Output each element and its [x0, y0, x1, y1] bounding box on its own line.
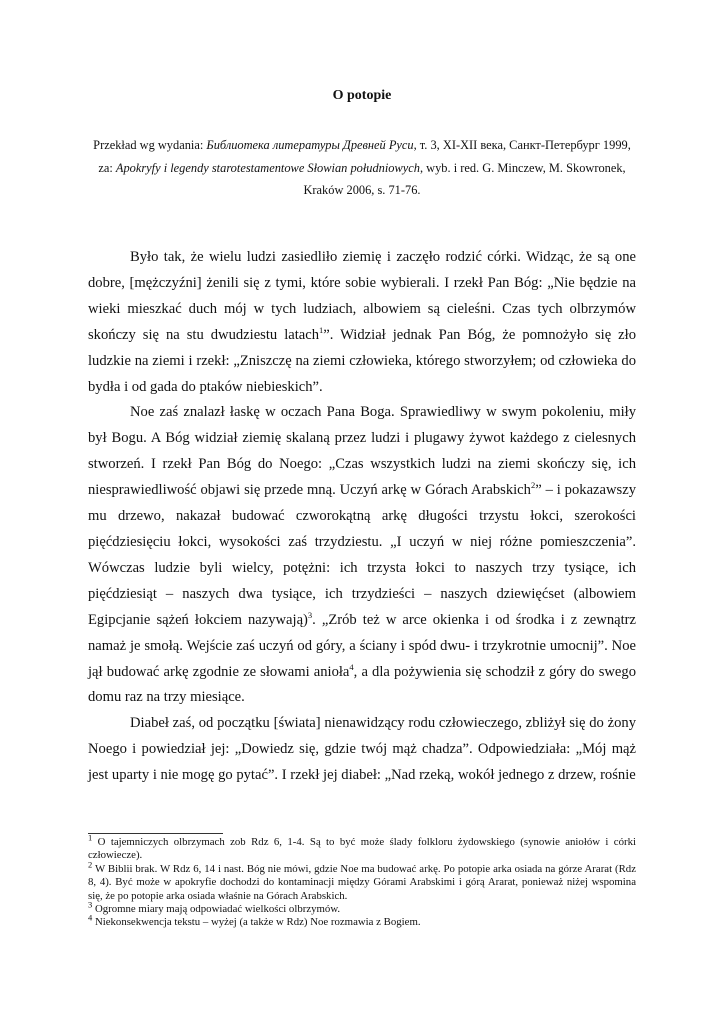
- paragraph-1-part-b: ”. Widział jednak Pan Bóg, że pomnożyło się zło ludzkie na ziemi i rzekł: „Zniszczę na ziemi człowieka, którego stworzyłem; od człowieka do bydła i od gada do ptaków niebieskich”.: [88, 326, 636, 395]
- footnote-text: O tajemniczych olbrzymach zob Rdz 6, 1-4. Są to być może ślady folkloru żydowskiego (synowie aniołów i córki człowiecze).: [88, 836, 636, 862]
- paragraph-2-part-a: Noe zaś znalazł łaskę w oczach Pana Boga. Sprawiedliwy w swym pokoleniu, miły był Bogu. A Bóg widział ziemię skalaną przez ludzi i plugawy żywot każdego z cielesnych stworzeń. I rzekł Pan Bóg do Noego: „Czas wszystkich ludzi na ziemi skończy się, ich niesprawiedliwość objawi się przede mną. Uczyń arkę w Górach Arabskich: [88, 404, 636, 499]
- footnotes: [88, 832, 636, 930]
- paragraph-2: [88, 400, 636, 711]
- paragraph-2-part-b: ” – i pokazawszy mu drzewo, nakazał budować czworokątną arkę długości trzystu łokci, szerokości pięćdziesięciu łokci, wysokości zaś trzydziestu. „I uczyń w niej różne pomieszczenia”. Wówczas ludzie byli wielcy, potężni: ich trzysta łokci to naszych trzy tysiące, ich pięćdziesiąt – naszych dwa tysiące, ich trzydzieści – naszych dziewięćset (albowiem Egipcjanie sążeń łokciem nazywają): [88, 482, 636, 628]
- source-note: [88, 134, 636, 202]
- footnote-ref-1[interactable]: 1: [319, 324, 324, 335]
- footnote-number: 4: [88, 912, 93, 923]
- footnote-text: Ogromne miary mają odpowiadać wielkości olbrzymów.: [92, 903, 341, 916]
- footnote-4: [88, 912, 636, 929]
- paragraph-1: [88, 245, 636, 400]
- footnote-ref-3[interactable]: 3: [307, 609, 313, 620]
- footnote-number: 2: [88, 859, 93, 870]
- footnote-ref-4[interactable]: 4: [349, 661, 354, 672]
- document-title: O potopie: [332, 88, 392, 103]
- footnote-number: 1: [88, 832, 93, 843]
- footnote-text: Niekonsekwencja tekstu – wyżej (a także w Rdz) Noe rozmawia z Bogiem.: [92, 916, 421, 929]
- source-text-3: , wyb. i red. G. Minczew, M. Skowronek, Kraków 2006, s. 71-76.: [303, 160, 626, 197]
- main-text: [88, 245, 636, 789]
- paragraph-2-part-d: , a dla pożywienia się schodził z góry do swego domu raz na trzy miesiące.: [88, 663, 636, 706]
- source-text-2: , т. 3, XI-XII века, Санкт-Петербург 1999, za:: [98, 138, 631, 175]
- footnote-number: 3: [88, 899, 93, 910]
- footnote-3: [88, 899, 636, 916]
- source-title-russian: Библиотека литературы Древней Руси: [206, 138, 414, 152]
- footnote-text: W Biblii brak. W Rdz 6, 14 i nast. Bóg nie mówi, gdzie Noe ma budować arkę. Po potopie arka osiada na górze Ararat (Rdz 8, 4). Być może w apokryfie dochodzi do kontaminacji między Górami Arabskimi i górą Ararat, ponieważ niżej wspomina się, że po potopie arka osiada właśnie na Górach Arabskich.: [88, 862, 636, 902]
- footnote-1: [88, 832, 636, 863]
- paragraph-1-part-a: Było tak, że wielu ludzi zasiedliło ziemię i zaczęło rodzić córki. Widząc, że są one dobre, [mężczyźni] żenili się z tymi, które sobie wybierali. I rzekł Pan Bóg: „Nie będzie na wieki mieszkać duch mój w tych ludziach, albowiem są cieleśni. Czas tych olbrzymów skończy się na stu dwudziestu latach: [88, 249, 636, 343]
- footnote-2: [88, 859, 636, 903]
- footnote-separator: [88, 833, 223, 834]
- paragraph-2-part-c: . „Zrób też w arce okienka i od środka i z zewnątrz namaż je smołą. Wejście zaś uczyń od góry, a ściany i spód dwu- i trzykrotnie umocnij”. Noe jął budować arkę zgodnie ze słowami anioła: [88, 611, 636, 680]
- source-title-polish: Apokryfy i legendy starotestamentowe Słowian południowych: [115, 160, 420, 175]
- source-text-1: Przekład wg wydania:: [93, 138, 207, 152]
- paragraph-3: Diabeł zaś, od początku [świata] nienawidzący rodu człowieczego, zbliżył się do żony Noego i powiedział jej: „Dowiedz się, gdzie twój mąż chadza”. Odpowiedziała: „Mój mąż jest uparty i nie mogę go pytać”. I rzekł jej diabeł: „Nad rzeką, wokół jednego z drzew, rośnie: [88, 715, 636, 784]
- footnote-ref-2[interactable]: 2: [530, 480, 536, 491]
